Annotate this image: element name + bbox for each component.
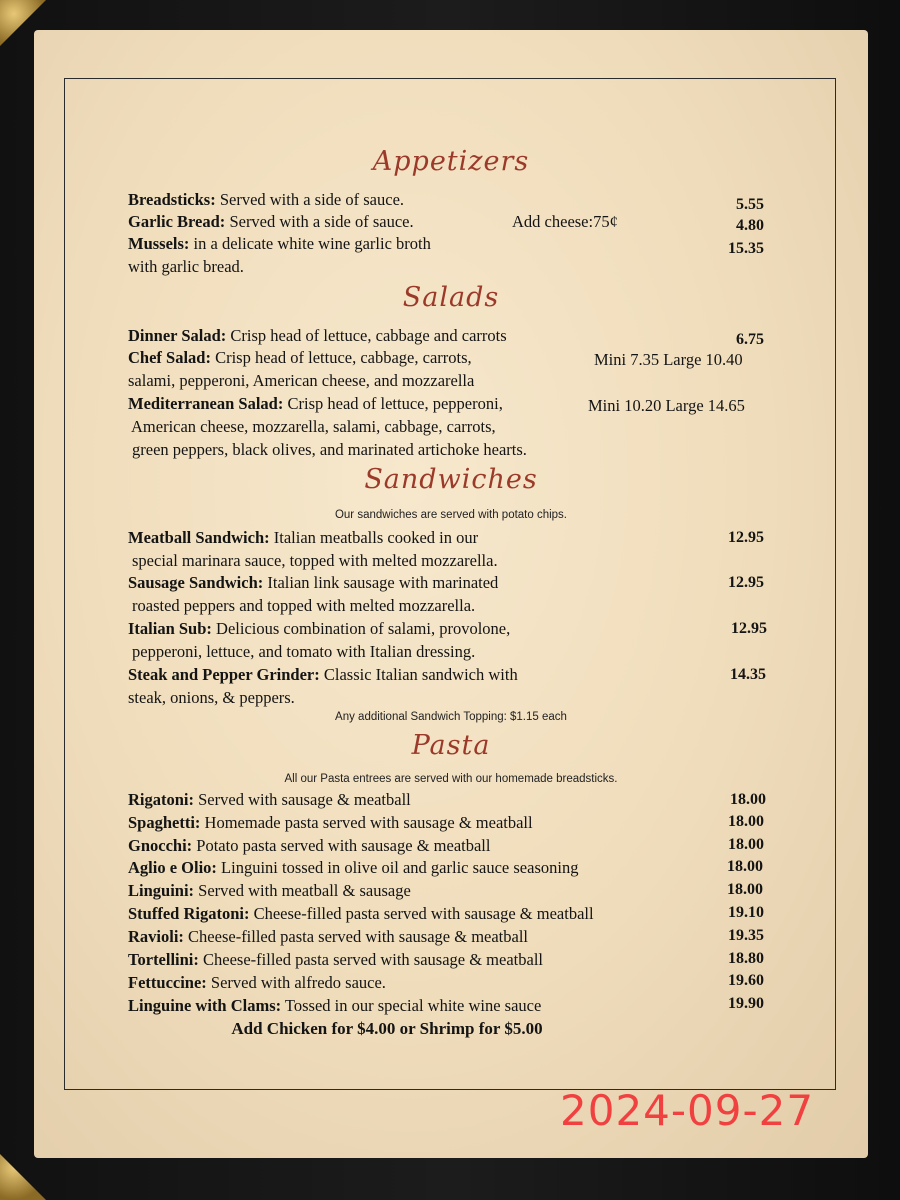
menu-item bbox=[128, 528, 478, 548]
item-desc: Served with sausage & meatball bbox=[194, 790, 411, 809]
item-name: Linguine with Clams: bbox=[128, 996, 282, 1015]
item-desc: Delicious combination of salami, provolone, bbox=[211, 619, 511, 638]
item-desc-line: roasted peppers and topped with melted mozzarella. bbox=[132, 596, 476, 615]
item-price: 12.95 bbox=[728, 529, 764, 546]
item-desc: Tossed in our special white wine sauce bbox=[281, 996, 542, 1015]
item-name: Ravioli: bbox=[128, 927, 184, 946]
item-desc-line: special marinara sauce, topped with melted mozzarella. bbox=[132, 551, 498, 570]
item-price: 19.90 bbox=[728, 995, 764, 1012]
menu-item bbox=[128, 858, 578, 878]
menu-item bbox=[128, 813, 533, 833]
item-name: Chef Salad: bbox=[128, 348, 211, 367]
item-name: Spaghetti: bbox=[128, 813, 201, 832]
menu-item bbox=[128, 326, 507, 346]
item-desc: Cheese-filled pasta served with sausage & meatball bbox=[183, 927, 529, 946]
item-price: Mini 10.20 Large 14.65 bbox=[588, 396, 745, 415]
item-name: Gnocchi: bbox=[128, 836, 193, 855]
menu-item bbox=[128, 212, 414, 232]
item-price: 19.35 bbox=[728, 927, 764, 944]
item-price: 5.55 bbox=[736, 196, 764, 213]
menu-item bbox=[128, 665, 518, 685]
menu-item bbox=[128, 190, 404, 210]
item-desc: in a delicate white wine garlic broth bbox=[189, 234, 431, 253]
menu-item bbox=[128, 881, 411, 901]
menu-item bbox=[128, 619, 510, 639]
item-desc: Cheese-filled pasta served with sausage & meatball bbox=[249, 904, 594, 923]
menu-page bbox=[34, 30, 868, 1158]
menu-item bbox=[128, 904, 594, 924]
item-desc: Served with a side of sauce. bbox=[225, 212, 414, 231]
item-desc: Served with alfredo sauce. bbox=[206, 973, 386, 992]
section-note: All our Pasta entrees are served with our homemade breadsticks. bbox=[284, 773, 618, 785]
section-heading-pasta: Pasta bbox=[411, 730, 491, 761]
item-desc: Crisp head of lettuce, pepperoni, bbox=[283, 394, 503, 413]
menu-item bbox=[128, 836, 490, 856]
item-name: Stuffed Rigatoni: bbox=[128, 904, 250, 923]
item-name: Breadsticks: bbox=[128, 190, 216, 209]
item-desc: Linguini tossed in olive oil and garlic sauce seasoning bbox=[216, 858, 579, 877]
item-price: 14.35 bbox=[730, 666, 766, 683]
item-name: Italian Sub: bbox=[128, 619, 212, 638]
item-desc-line: steak, onions, & peppers. bbox=[128, 688, 295, 707]
menu-item bbox=[128, 573, 498, 593]
menu-item bbox=[128, 348, 472, 368]
section-heading-salads: Salads bbox=[402, 282, 500, 313]
section-note: Our sandwiches are served with potato chips. bbox=[334, 509, 568, 521]
menu-item bbox=[128, 234, 431, 254]
item-desc: Potato pasta served with sausage & meatball bbox=[192, 836, 491, 855]
item-name: Mussels: bbox=[128, 234, 190, 253]
item-name: Sausage Sandwich: bbox=[128, 573, 264, 592]
menu-item bbox=[128, 790, 411, 810]
item-price: 6.75 bbox=[736, 331, 764, 348]
menu-item bbox=[128, 927, 528, 947]
item-name: Rigatoni: bbox=[128, 790, 194, 809]
item-price: 4.80 bbox=[736, 217, 764, 234]
menu-item bbox=[128, 973, 386, 993]
item-price: 18.00 bbox=[727, 858, 763, 875]
item-price: 18.00 bbox=[728, 813, 764, 830]
item-name: Meatball Sandwich: bbox=[128, 528, 270, 547]
item-price: 15.35 bbox=[728, 240, 764, 257]
item-desc-line: green peppers, black olives, and marinated artichoke hearts. bbox=[132, 440, 527, 459]
date-stamp: 2024-09-27 bbox=[560, 1086, 815, 1135]
item-name: Garlic Bread: bbox=[128, 212, 226, 231]
section-footnote: Any additional Sandwich Topping: $1.15 each bbox=[335, 711, 567, 723]
item-price: 18.00 bbox=[728, 836, 764, 853]
menu-item bbox=[128, 996, 541, 1016]
item-name: Tortellini: bbox=[128, 950, 199, 969]
item-name: Steak and Pepper Grinder: bbox=[128, 665, 320, 684]
item-price: 12.95 bbox=[731, 620, 767, 637]
item-price: Mini 7.35 Large 10.40 bbox=[594, 350, 743, 369]
item-desc: Cheese-filled pasta served with sausage & meatball bbox=[198, 950, 543, 969]
item-desc-line: pepperoni, lettuce, and tomato with Italian dressing. bbox=[132, 642, 476, 661]
item-price: 18.00 bbox=[730, 791, 766, 808]
item-name: Mediterranean Salad: bbox=[128, 394, 284, 413]
item-desc: Served with a side of sauce. bbox=[215, 190, 405, 209]
item-desc: Served with meatball & sausage bbox=[194, 881, 411, 900]
item-desc: Classic Italian sandwich with bbox=[319, 665, 518, 684]
item-desc-line: American cheese, mozzarella, salami, cabbage, carrots, bbox=[131, 417, 496, 436]
item-desc: Crisp head of lettuce, cabbage, carrots, bbox=[210, 348, 472, 367]
item-extra: Add cheese:75¢ bbox=[512, 212, 618, 231]
menu-item bbox=[128, 950, 543, 970]
item-desc: Italian meatballs cooked in our bbox=[269, 528, 479, 547]
item-price: 19.60 bbox=[728, 972, 764, 989]
brass-corner bbox=[0, 1154, 46, 1200]
item-desc: Crisp head of lettuce, cabbage and carrots bbox=[226, 326, 507, 345]
section-heading-sandwiches: Sandwiches bbox=[364, 464, 538, 495]
item-desc: Homemade pasta served with sausage & meatball bbox=[200, 813, 533, 832]
pasta-add-on: Add Chicken for $4.00 or Shrimp for $5.00 bbox=[231, 1019, 543, 1038]
item-price: 19.10 bbox=[728, 904, 764, 921]
item-price: 18.80 bbox=[728, 950, 764, 967]
item-desc: Italian link sausage with marinated bbox=[263, 573, 499, 592]
item-name: Dinner Salad: bbox=[128, 326, 227, 345]
item-name: Aglio e Olio: bbox=[128, 858, 217, 877]
menu-item bbox=[128, 394, 503, 414]
section-heading-appetizers: Appetizers bbox=[372, 146, 530, 177]
item-price: 12.95 bbox=[728, 574, 764, 591]
item-name: Fettuccine: bbox=[128, 973, 207, 992]
item-desc-line: salami, pepperoni, American cheese, and mozzarella bbox=[128, 371, 475, 390]
item-name: Linguini: bbox=[128, 881, 195, 900]
item-desc-line: with garlic bread. bbox=[128, 257, 244, 276]
item-price: 18.00 bbox=[727, 881, 763, 898]
